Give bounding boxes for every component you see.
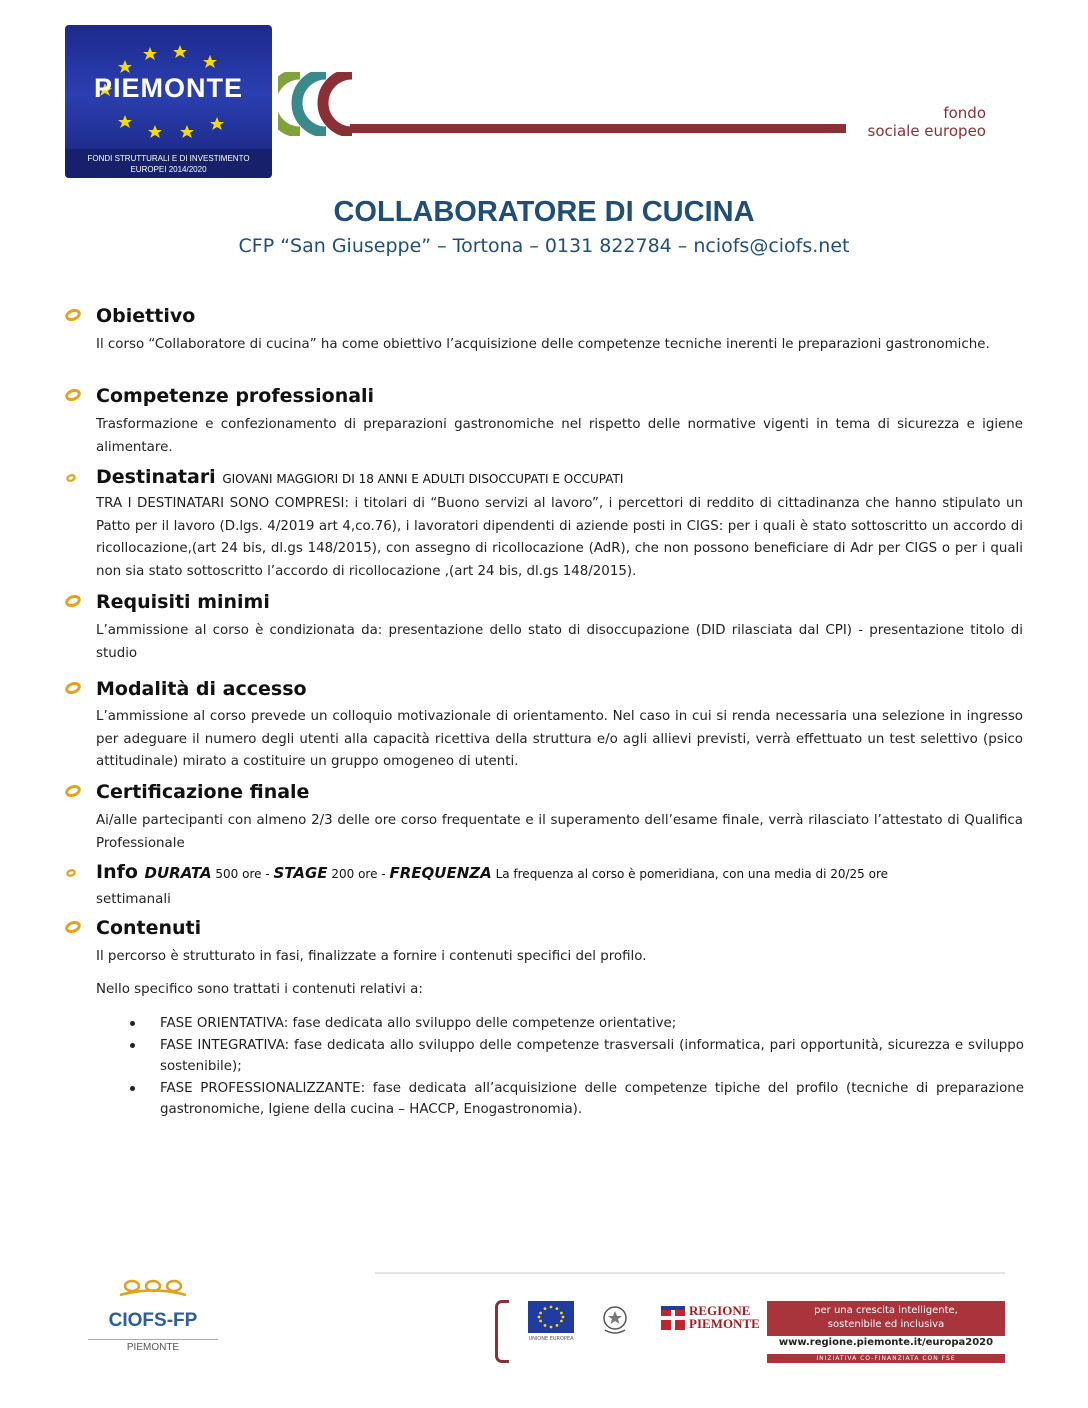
ciofs-rings-icon bbox=[118, 1278, 188, 1298]
durata-value: 500 ore - bbox=[215, 867, 270, 881]
section-text: Il percorso è strutturato in fasi, finalizzate a fornire i contenuti specifici del profilo. bbox=[96, 949, 647, 964]
logo-caption-line-1: FONDI STRUTTURALI E DI INVESTIMENTO bbox=[87, 154, 250, 163]
fse-logo-mark bbox=[278, 72, 850, 136]
frequenza-label: FREQUENZA bbox=[389, 864, 492, 882]
ciofs-fp-logo bbox=[88, 1278, 218, 1358]
destinatari-target: GIOVANI MAGGIORI DI 18 ANNI E ADULTI DISOCCUPATI E OCCUPATI bbox=[222, 472, 624, 486]
section-heading bbox=[96, 861, 888, 883]
section-bullet-icon bbox=[65, 309, 81, 321]
section-heading: Contenuti bbox=[96, 917, 202, 939]
regione-piemonte-wordmark bbox=[689, 1304, 760, 1330]
section-heading bbox=[96, 466, 623, 488]
section-bullet-icon bbox=[65, 595, 81, 607]
slogan-line-1: per una crescita intelligente, bbox=[814, 1305, 958, 1316]
section-text: Trasformazione e confezionamento di preparazioni gastronomiche nel rispetto delle normative vigenti in tema di sicurezza e igiene alimentare. bbox=[96, 417, 1023, 455]
page-title: COLLABORATORE DI CUCINA bbox=[333, 196, 755, 228]
fse-line-2: sociale europeo bbox=[867, 122, 986, 140]
section-intro: Nello specifico sono trattati i contenuti relativi a: bbox=[96, 982, 423, 997]
funding-banner bbox=[495, 1300, 1007, 1363]
info-continuation: settimanali bbox=[96, 892, 171, 907]
list-item bbox=[130, 1035, 1024, 1077]
piemonte-logo-text: PIEMONTE bbox=[93, 73, 243, 103]
footer-divider bbox=[375, 1272, 1005, 1274]
page-subtitle: CFP “San Giuseppe” – Tortona – 0131 822784 – nciofs@ciofs.net bbox=[238, 235, 850, 257]
regione-piemonte-flag-icon bbox=[661, 1306, 685, 1330]
info-details bbox=[144, 864, 889, 882]
fse-line-1: fondo bbox=[943, 104, 986, 122]
ciofs-name: CIOFS-FP bbox=[108, 1310, 198, 1331]
section-bullet-icon bbox=[65, 785, 81, 797]
heading-label: Destinatari bbox=[96, 466, 216, 488]
bullet-dot-icon bbox=[130, 1021, 135, 1026]
list-item-text: FASE ORIENTATIVA: fase dedicata allo sviluppo delle competenze orientative; bbox=[160, 1016, 677, 1031]
cofinanced-label: INIZIATIVA CO-FINANZIATA CON FSE bbox=[767, 1354, 1005, 1363]
eu-caption: UNIONE EUROPEA bbox=[528, 1336, 574, 1342]
fse-wordmark bbox=[850, 104, 986, 140]
section-text: L’ammissione al corso è condizionata da: presentazione dello stato di disoccupazione (DID rilasciata dal CPI) - presentazione titolo di studio bbox=[96, 623, 1023, 661]
section-heading: Obiettivo bbox=[96, 305, 196, 327]
list-item-text: FASE INTEGRATIVA: fase dedicata allo sviluppo delle competenze trasversali (informatica, pari opportunità, sicurezza e sviluppo sostenibile); bbox=[160, 1038, 1024, 1074]
list-item-text: FASE PROFESSIONALIZZANTE: fase dedicata all’acquisizione delle competenze tipiche del profilo (tecniche di preparazione gastronomiche, Igiene della cucina – HACCP, Enogastronomia). bbox=[160, 1081, 1024, 1117]
piemonte-fesr-logo bbox=[65, 25, 272, 178]
section-heading: Requisiti minimi bbox=[96, 591, 270, 613]
italian-republic-emblem-icon bbox=[600, 1302, 630, 1338]
section-text: TRA I DESTINATARI SONO COMPRESI: i titolari di “Buono servizi al lavoro”, i percettori di reddito di cittadinanza che hanno stipulato un Patto per il lavoro (D.lgs. 4/2019 art 4,co.76), i lavoratori dipendenti di aziende posti in CIGS: per i quali è stato sottoscritto un accordo di ricollocazione,(art 24 bis, dl.gs 148/2015), con assegno di ricollocazione (AdR), che non possono beneficiare di Adr per CIGS o per i quali non sia stato sottoscritto l’accordo di ricollocazione ,(art 24 bis, dl.gs 148/2015). bbox=[96, 496, 1023, 579]
banner-bracket bbox=[495, 1300, 509, 1363]
section-heading: Modalità di accesso bbox=[96, 678, 307, 700]
section-bullet-icon bbox=[65, 921, 81, 933]
logo-caption-line-2: EUROPEI 2014/2020 bbox=[130, 165, 207, 174]
stage-value: 200 ore - bbox=[331, 867, 386, 881]
durata-label: DURATA bbox=[144, 864, 212, 882]
regione-line-1: REGIONE bbox=[689, 1303, 751, 1318]
slogan-line-2: sostenibile ed inclusiva bbox=[827, 1319, 945, 1330]
bullet-dot-icon bbox=[130, 1086, 135, 1091]
eu-flag-icon bbox=[528, 1301, 574, 1333]
europa2020-slogan bbox=[767, 1301, 1005, 1336]
piemonte-logo-caption bbox=[65, 149, 272, 178]
section-bullet-icon bbox=[65, 389, 81, 401]
list-item bbox=[130, 1078, 1024, 1120]
section-heading: Certificazione finale bbox=[96, 781, 310, 803]
list-item bbox=[130, 1013, 1024, 1034]
section-bullet-icon bbox=[65, 682, 81, 694]
ciofs-region: PIEMONTE bbox=[88, 1339, 218, 1353]
frequenza-value: La frequenza al corso è pomeridiana, con una media di 20/25 ore bbox=[495, 867, 889, 881]
heading-label: Info bbox=[96, 861, 138, 883]
section-heading: Competenze professionali bbox=[96, 385, 375, 407]
europa2020-url: www.regione.piemonte.it/europa2020 bbox=[778, 1337, 994, 1348]
stage-label: STAGE bbox=[273, 864, 328, 882]
bullet-dot-icon bbox=[130, 1043, 135, 1048]
regione-line-2: PIEMONTE bbox=[689, 1316, 760, 1331]
contenuti-list bbox=[130, 1013, 1024, 1121]
section-bullet-icon bbox=[65, 472, 77, 484]
section-text: L’ammissione al corso prevede un colloquio motivazionale di orientamento. Nel caso in cui si renda necessaria una selezione in ingresso per adeguare il numero degli utenti alla capacità ricettiva della struttura e/o agli allievi previsti, verrà effettuato un test selettivo (psico attitudinale) mirato a costituire un gruppo omogeneo di utenti. bbox=[96, 709, 1023, 769]
section-text: Ai/alle partecipanti con almeno 2/3 delle ore corso frequentate e il superamento dell’esame finale, verrà rilasciato l’attestato di Qualifica Professionale bbox=[96, 813, 1023, 851]
section-bullet-icon bbox=[65, 867, 77, 879]
section-text: Il corso “Collaboratore di cucina” ha come obiettivo l’acquisizione delle competenze tecniche inerenti le preparazioni gastronomiche. bbox=[96, 337, 990, 352]
